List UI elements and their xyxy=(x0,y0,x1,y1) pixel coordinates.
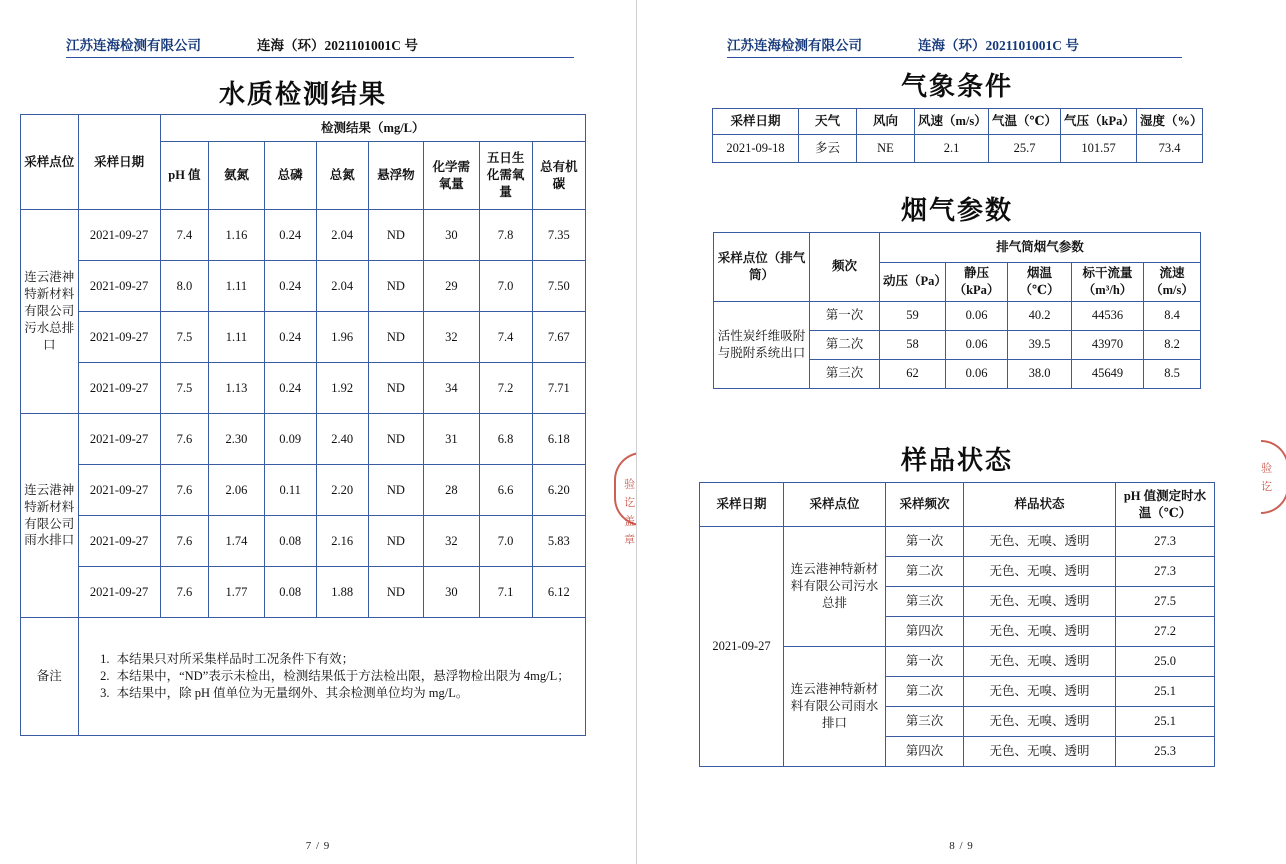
cell-ss: ND xyxy=(368,516,423,567)
cell-ph: 7.6 xyxy=(160,567,209,618)
page-number-left: 7 / 9 xyxy=(305,840,331,852)
cell-tn: 1.96 xyxy=(316,312,368,363)
th-flue-sampling-point: 采样点位（排气筒） xyxy=(714,233,810,302)
cell-bod5: 6.6 xyxy=(479,465,532,516)
verification-seal-arc-right xyxy=(1261,440,1286,514)
th-weather-date: 采样日期 xyxy=(713,109,799,135)
cell-cod: 31 xyxy=(424,414,479,465)
th-flow-speed: 流速（m/s） xyxy=(1144,263,1201,302)
cell-bod5: 7.0 xyxy=(479,261,532,312)
cell-ph: 7.5 xyxy=(160,363,209,414)
flue-gas-parameters-table xyxy=(713,232,1201,389)
cell-cod: 32 xyxy=(424,312,479,363)
header-report-number: 连海（环）2021101001C 号 xyxy=(257,38,418,53)
cell-toc: 7.50 xyxy=(532,261,585,312)
cell-frequency: 第四次 xyxy=(886,617,964,647)
page-number-right: 8 / 9 xyxy=(949,840,974,852)
cell-tp: 0.11 xyxy=(264,465,316,516)
header-divider xyxy=(727,57,1182,58)
th-dynamic-pressure: 动压（Pa） xyxy=(880,263,946,302)
th-total-nitrogen: 总氮 xyxy=(316,142,368,210)
document-page-right xyxy=(637,0,1286,864)
table-row xyxy=(21,210,586,261)
cell-tp: 0.24 xyxy=(264,261,316,312)
cell-state: 无色、无嗅、透明 xyxy=(964,707,1116,737)
cell-nh3n: 1.11 xyxy=(209,261,264,312)
th-sample-date: 采样日期 xyxy=(700,483,784,527)
cell-water-temperature: 25.0 xyxy=(1116,647,1215,677)
th-sample-state: 样品状态 xyxy=(964,483,1116,527)
th-standard-dry-flow: 标干流量（m³/h） xyxy=(1072,263,1144,302)
header-company-name: 江苏连海检测有限公司 xyxy=(66,38,201,53)
water-quality-table xyxy=(20,114,586,736)
cell-cod: 30 xyxy=(424,210,479,261)
cell-bod5: 6.8 xyxy=(479,414,532,465)
table-row xyxy=(21,363,586,414)
cell-frequency: 第一次 xyxy=(810,301,880,330)
cell-ss: ND xyxy=(368,567,423,618)
cell-frequency: 第二次 xyxy=(810,330,880,359)
cell-tn: 2.40 xyxy=(316,414,368,465)
cell-toc: 7.35 xyxy=(532,210,585,261)
cell-date: 2021-09-27 xyxy=(78,363,160,414)
cell-cod: 34 xyxy=(424,363,479,414)
cell-state: 无色、无嗅、透明 xyxy=(964,677,1116,707)
cell-tn: 2.04 xyxy=(316,210,368,261)
th-total-phosphorus: 总磷 xyxy=(264,142,316,210)
cell-frequency: 第一次 xyxy=(886,527,964,557)
cell-toc: 6.20 xyxy=(532,465,585,516)
cell-water-temperature: 27.5 xyxy=(1116,587,1215,617)
cell-standard-dry-flow: 43970 xyxy=(1072,330,1144,359)
header-company-name: 江苏连海检测有限公司 xyxy=(727,38,862,53)
th-toc: 总有机碳 xyxy=(532,142,585,210)
cell-nh3n: 1.77 xyxy=(209,567,264,618)
section-title-flue-gas: 烟气参数 xyxy=(900,196,1013,226)
cell-tn: 1.88 xyxy=(316,567,368,618)
cell-state: 无色、无嗅、透明 xyxy=(964,737,1116,767)
cell-flow-speed: 8.5 xyxy=(1144,359,1201,388)
cell-tp: 0.24 xyxy=(264,210,316,261)
table-row xyxy=(700,527,1215,557)
cell-frequency: 第一次 xyxy=(886,647,964,677)
cell-tn: 2.20 xyxy=(316,465,368,516)
table-row xyxy=(21,414,586,465)
cell-date: 2021-09-27 xyxy=(78,210,160,261)
th-wind-speed: 风速（m/s） xyxy=(915,109,989,135)
cell-ph: 7.6 xyxy=(160,516,209,567)
cell-ph: 7.4 xyxy=(160,210,209,261)
cell-nh3n: 2.06 xyxy=(209,465,264,516)
cell-water-temperature: 27.3 xyxy=(1116,557,1215,587)
table-header-row xyxy=(700,483,1215,527)
cell-nh3n: 2.30 xyxy=(209,414,264,465)
left-page-title-block xyxy=(20,74,586,111)
cell-weather-date: 2021-09-18 xyxy=(713,135,799,163)
cell-flue-temperature: 39.5 xyxy=(1008,330,1072,359)
cell-toc: 6.12 xyxy=(532,567,585,618)
cell-sample-date: 2021-09-27 xyxy=(700,527,784,767)
cell-bod5: 7.4 xyxy=(479,312,532,363)
cell-dynamic-pressure: 58 xyxy=(880,330,946,359)
cell-flue-temperature: 38.0 xyxy=(1008,359,1072,388)
left-page-header xyxy=(66,34,574,58)
cell-ss: ND xyxy=(368,312,423,363)
cell-ph: 7.6 xyxy=(160,465,209,516)
cell-nh3n: 1.11 xyxy=(209,312,264,363)
cell-static-pressure: 0.06 xyxy=(946,359,1008,388)
th-sample-point: 采样点位 xyxy=(784,483,886,527)
cell-water-temperature: 27.2 xyxy=(1116,617,1215,647)
sample-table-wrapper xyxy=(699,482,1215,767)
cell-cod: 29 xyxy=(424,261,479,312)
note-item: 3. 本结果中，除 pH 值单位为无量纲外、其余检测单位均为 mg/L。 xyxy=(113,685,579,702)
cell-sample-point-1: 连云港神特新材料有限公司污水总排 xyxy=(784,527,886,647)
cell-frequency: 第二次 xyxy=(886,557,964,587)
section-title-sample-status: 样品状态 xyxy=(900,446,1013,476)
cell-tn: 1.92 xyxy=(316,363,368,414)
th-ph-water-temperature: pH 值测定时水温（℃） xyxy=(1116,483,1215,527)
cell-toc: 6.18 xyxy=(532,414,585,465)
cell-state: 无色、无嗅、透明 xyxy=(964,617,1116,647)
cell-standard-dry-flow: 44536 xyxy=(1072,301,1144,330)
cell-water-temperature: 27.3 xyxy=(1116,527,1215,557)
cell-bod5: 7.2 xyxy=(479,363,532,414)
cell-cod: 30 xyxy=(424,567,479,618)
header-report-number: 连海（环）2021101001C 号 xyxy=(918,38,1079,53)
table-row xyxy=(713,135,1203,163)
th-weather-condition: 天气 xyxy=(799,109,857,135)
cell-tp: 0.24 xyxy=(264,363,316,414)
verification-seal-text-right: 验 讫 xyxy=(1259,462,1273,494)
sample-title-block xyxy=(677,440,1237,477)
cell-state: 无色、无嗅、透明 xyxy=(964,647,1116,677)
verification-seal-arc-left xyxy=(614,452,637,526)
cell-date: 2021-09-27 xyxy=(78,261,160,312)
sample-status-table xyxy=(699,482,1215,767)
cell-bod5: 7.8 xyxy=(479,210,532,261)
cell-flue-temperature: 40.2 xyxy=(1008,301,1072,330)
th-humidity: 湿度（%） xyxy=(1137,109,1203,135)
cell-air-temperature: 25.7 xyxy=(989,135,1061,163)
th-flue-group: 排气筒烟气参数 xyxy=(880,233,1201,263)
cell-toc: 7.67 xyxy=(532,312,585,363)
note-item: 1. 本结果只对所采集样品时工况条件下有效； xyxy=(113,651,579,668)
th-flue-temperature: 烟温（℃） xyxy=(1008,263,1072,302)
page-title-water-quality: 水质检测结果 xyxy=(218,80,387,110)
weather-conditions-table xyxy=(712,108,1203,163)
header-divider xyxy=(66,57,574,58)
table-row xyxy=(21,567,586,618)
cell-tp: 0.08 xyxy=(264,567,316,618)
cell-nh3n: 1.74 xyxy=(209,516,264,567)
cell-tp: 0.24 xyxy=(264,312,316,363)
document-page-left xyxy=(0,0,637,864)
cell-wind-speed: 2.1 xyxy=(915,135,989,163)
notes-label: 备注 xyxy=(21,618,79,736)
cell-ss: ND xyxy=(368,261,423,312)
table-row xyxy=(21,261,586,312)
cell-ss: ND xyxy=(368,465,423,516)
cell-sampling-point-1: 连云港神特新材料有限公司污水总排口 xyxy=(21,210,79,414)
cell-ph: 8.0 xyxy=(160,261,209,312)
cell-bod5: 7.0 xyxy=(479,516,532,567)
th-bod5: 五日生化需氧量 xyxy=(479,142,532,210)
th-flue-frequency: 频次 xyxy=(810,233,880,302)
cell-cod: 32 xyxy=(424,516,479,567)
th-air-pressure: 气压（kPa） xyxy=(1061,109,1137,135)
cell-date: 2021-09-27 xyxy=(78,414,160,465)
cell-flow-speed: 8.2 xyxy=(1144,330,1201,359)
notes-row xyxy=(21,618,586,736)
cell-frequency: 第四次 xyxy=(886,737,964,767)
cell-bod5: 7.1 xyxy=(479,567,532,618)
cell-tn: 2.04 xyxy=(316,261,368,312)
cell-frequency: 第二次 xyxy=(886,677,964,707)
th-results-group: 检测结果（mg/L） xyxy=(160,115,585,142)
cell-ph: 7.5 xyxy=(160,312,209,363)
cell-ss: ND xyxy=(368,414,423,465)
th-ammonia-nitrogen: 氨氮 xyxy=(209,142,264,210)
cell-date: 2021-09-27 xyxy=(78,465,160,516)
cell-dynamic-pressure: 62 xyxy=(880,359,946,388)
th-suspended-solids: 悬浮物 xyxy=(368,142,423,210)
cell-weather-condition: 多云 xyxy=(799,135,857,163)
cell-ss: ND xyxy=(368,363,423,414)
notes-content xyxy=(78,618,585,736)
note-item: 2. 本结果中，“ND”表示未检出，检测结果低于方法检出限，悬浮物检出限为 4mg/L； xyxy=(113,668,579,685)
th-sampling-point: 采样点位 xyxy=(21,115,79,210)
th-ph: pH 值 xyxy=(160,142,209,210)
th-air-temperature: 气温（℃） xyxy=(989,109,1061,135)
cell-frequency: 第三次 xyxy=(886,707,964,737)
cell-tp: 0.08 xyxy=(264,516,316,567)
table-row xyxy=(714,301,1201,330)
cell-toc: 7.71 xyxy=(532,363,585,414)
th-sample-frequency: 采样频次 xyxy=(886,483,964,527)
table-row xyxy=(21,465,586,516)
table-row xyxy=(21,312,586,363)
cell-static-pressure: 0.06 xyxy=(946,301,1008,330)
section-title-weather: 气象条件 xyxy=(900,72,1013,102)
cell-water-temperature: 25.1 xyxy=(1116,677,1215,707)
th-static-pressure: 静压（kPa） xyxy=(946,263,1008,302)
th-cod: 化学需氧量 xyxy=(424,142,479,210)
cell-tp: 0.09 xyxy=(264,414,316,465)
cell-state: 无色、无嗅、透明 xyxy=(964,527,1116,557)
cell-air-pressure: 101.57 xyxy=(1061,135,1137,163)
table-header-row-1 xyxy=(21,115,586,142)
cell-standard-dry-flow: 45649 xyxy=(1072,359,1144,388)
cell-humidity: 73.4 xyxy=(1137,135,1203,163)
cell-static-pressure: 0.06 xyxy=(946,330,1008,359)
cell-nh3n: 1.16 xyxy=(209,210,264,261)
flue-title-block xyxy=(677,190,1237,227)
cell-flue-sampling-point: 活性炭纤维吸附与脱附系统出口 xyxy=(714,301,810,388)
cell-sample-point-2: 连云港神特新材料有限公司雨水排口 xyxy=(784,647,886,767)
cell-ss: ND xyxy=(368,210,423,261)
cell-date: 2021-09-27 xyxy=(78,516,160,567)
cell-state: 无色、无嗅、透明 xyxy=(964,587,1116,617)
weather-title-block xyxy=(677,66,1237,103)
cell-ph: 7.6 xyxy=(160,414,209,465)
cell-state: 无色、无嗅、透明 xyxy=(964,557,1116,587)
flue-table-wrapper xyxy=(713,232,1201,389)
table-row xyxy=(21,516,586,567)
th-sampling-date: 采样日期 xyxy=(78,115,160,210)
cell-nh3n: 1.13 xyxy=(209,363,264,414)
verification-seal-text-left: 验 讫 盖 章 xyxy=(622,478,636,547)
cell-water-temperature: 25.3 xyxy=(1116,737,1215,767)
weather-table-wrapper xyxy=(712,108,1203,163)
th-wind-direction: 风向 xyxy=(857,109,915,135)
cell-cod: 28 xyxy=(424,465,479,516)
cell-date: 2021-09-27 xyxy=(78,312,160,363)
right-page-header xyxy=(727,34,1182,58)
cell-wind-direction: NE xyxy=(857,135,915,163)
cell-frequency: 第三次 xyxy=(886,587,964,617)
cell-date: 2021-09-27 xyxy=(78,567,160,618)
cell-tn: 2.16 xyxy=(316,516,368,567)
cell-sampling-point-2: 连云港神特新材料有限公司雨水排口 xyxy=(21,414,79,618)
water-quality-table-wrapper xyxy=(20,114,586,736)
table-header-row-1 xyxy=(714,233,1201,263)
cell-toc: 5.83 xyxy=(532,516,585,567)
cell-dynamic-pressure: 59 xyxy=(880,301,946,330)
cell-flow-speed: 8.4 xyxy=(1144,301,1201,330)
cell-water-temperature: 25.1 xyxy=(1116,707,1215,737)
table-header-row xyxy=(713,109,1203,135)
cell-frequency: 第三次 xyxy=(810,359,880,388)
